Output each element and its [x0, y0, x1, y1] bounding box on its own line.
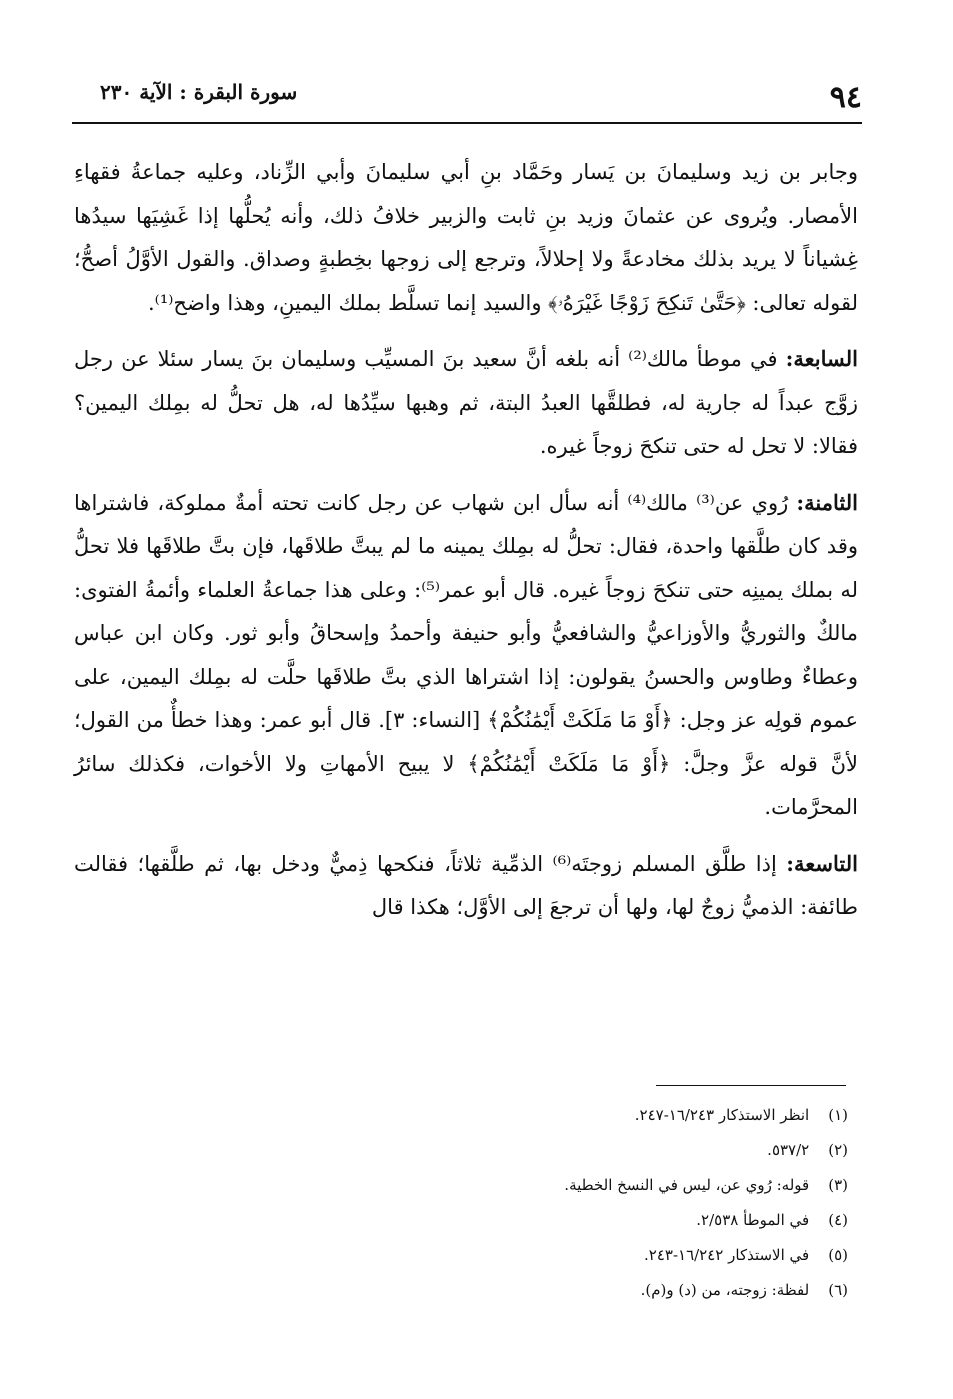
paragraph-text: إذا طلَّق المسلم زوجتَه⁽⁶⁾ الذمِّية ثلاثاً، فنكحها ذِميٌّ ودخل بها، ثم طلَّقها؛ فقالت طائفة: الذميُّ زوجٌ لها، ولها أن ترجعَ إلى الأوَّل؛ هكذا قال — [74, 851, 858, 919]
footnote-number: (٥) — [828, 1246, 848, 1264]
paragraph-lead: الثامنة: — [796, 489, 858, 515]
footnote-text: في الاستذكار ١٦/٢٤٢-٢٤٣. — [643, 1246, 810, 1264]
footnote-number: (٣) — [828, 1176, 848, 1194]
header-divider — [72, 122, 862, 124]
footnote-item — [200, 1168, 848, 1203]
footnote-item — [200, 1133, 848, 1168]
footnote-item — [200, 1203, 848, 1238]
footnote-item — [200, 1238, 848, 1273]
page-number: ٩٤ — [829, 80, 862, 115]
footnote-divider — [656, 1085, 846, 1086]
paragraph-lead: التاسعة: — [786, 850, 858, 876]
paragraph-text: في موطأ مالك⁽²⁾ أنه بلغه أنَّ سعيد بنَ المسيِّب وسليمان بنَ يسار سئلا عن رجل زوَّج عبداً له جارية له، فطلقَّها العبدُ البتة، ثم وهبها سيِّدُها له، هل تحلُّ له بمِلك اليمين؟ فقالا: لا تحل له حتى تنكحَ زوجاً غيره. — [74, 347, 858, 458]
paragraph-ninth — [74, 842, 858, 930]
footnote-item — [200, 1273, 848, 1308]
page-header — [72, 70, 862, 118]
footnote-text: انظر الاستذكار ١٦/٢٤٣-٢٤٧. — [634, 1106, 810, 1124]
footnote-number: (٢) — [828, 1141, 848, 1159]
paragraph-lead: السابعة: — [785, 346, 858, 371]
footnote-number: (٦) — [828, 1281, 848, 1299]
paragraph-continuation — [74, 150, 858, 325]
paragraph-seventh — [74, 337, 858, 469]
main-text — [74, 150, 858, 942]
footnote-number: (٤) — [828, 1211, 848, 1229]
footnotes — [200, 1098, 848, 1308]
footnote-item — [200, 1098, 848, 1133]
footnote-text: قوله: رُوي عن، ليس في النسخ الخطية. — [564, 1176, 810, 1194]
paragraph-text: وجابر بن زيد وسليمانَ بن يَسار وحَمَّاد بنِ أبي سليمانَ وأبي الزِّناد، وعليه جماعةُ فقهاءِ الأمصار. ويُروى عن عثمانَ وزيد بنِ ثابت والزبير خلافُ ذلك، وأنه يُحلُّها إذا غَشِيَها سيدُها غِشياناً لا يريد بذلك مخادعةً ولا إحلالاً، وترجع إلى زوجها بخِطبةٍ وصداق. والقول الأوَّلُ أصحُّ؛ لقوله تعالى: ﴿حَتَّىٰ تَنكِحَ زَوْجًا غَيْرَهُۥ﴾ والسيد إنما تسلَّط بملك اليمينِ، وهذا واضح⁽¹⁾. — [74, 160, 858, 315]
paragraph-text: رُوي عن⁽³⁾ مالك⁽⁴⁾ أنه سأل ابن شهاب عن رجل كانت تحته أمةٌ مملوكة، فاشتراها وقد كان طلَّقها واحدة، فقال: تحلُّ له بمِلك يمينه ما لم يبتَّ طلاقَها، فإن بتَّ طلاقَها فلا تحلُّ له بملك يمينِه حتى تنكحَ زوجاً غيره. قال أبو عمر⁽⁵⁾: وعلى هذا جماعةُ العلماء وأئمةُ الفتوى: مالكٌ والثوريُّ والأوزاعيُّ والشافعيُّ وأبو حنيفة وأحمدُ وإسحاقُ وأبو ثور. وكان ابن عباس وعطاءٌ وطاوس والحسنُ يقولون: إذا اشتراها الذي بتَّ طلاقَها حلَّت له بمِلك اليمين، على عموم قولِه عز وجل: ﴿أَوْ مَا مَلَكَتْ أَيْمَٰنُكُمْ﴾ [النساء: ٣]. قال أبو عمر: وهذا خطأٌ من القول؛ لأنَّ قوله عزَّ وجلَّ: ﴿أَوْ مَا مَلَكَتْ أَيْمَٰنُكُمْ﴾ لا يبيح الأمهاتِ ولا الأخوات، فكذلك سائرُ المحرَّمات. — [74, 490, 858, 819]
footnote-text: ٥٣٧/٢. — [767, 1141, 810, 1159]
footnote-text: لفظة: زوجته، من (د) و(م). — [640, 1281, 810, 1299]
footnote-text: في الموطأ ٢/٥٣٨. — [696, 1211, 810, 1229]
running-title: سورة البقرة : الآية ٢٣٠ — [100, 80, 298, 104]
footnote-number: (١) — [828, 1106, 848, 1124]
paragraph-eighth — [74, 481, 858, 830]
